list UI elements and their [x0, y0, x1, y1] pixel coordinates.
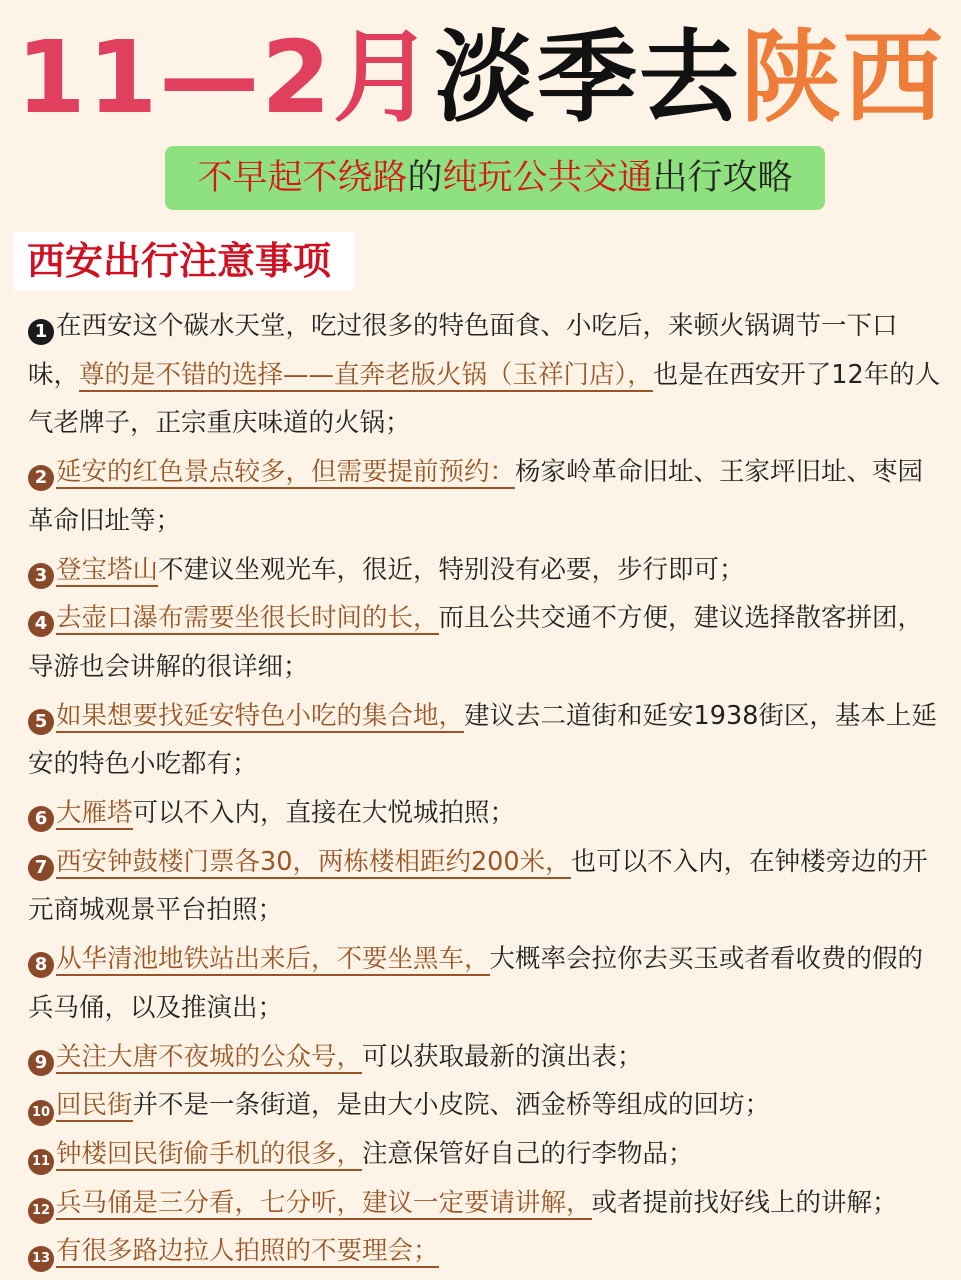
item-highlight: 登宝塔山 [56, 554, 159, 585]
item-number-badge: 5 [28, 709, 54, 735]
list-item [28, 1179, 943, 1228]
item-highlight: 西安钟鼓楼门票各30，两栋楼相距约200米， [56, 846, 571, 877]
item-text: 大概率会拉你去买玉或者看收费的假的兵马俑，以及推演出； [28, 944, 924, 1023]
list-item [28, 1227, 943, 1276]
item-highlight: 尊的是不错的选择——直奔老版火锅（玉祥门店）， [79, 359, 653, 390]
item-number-badge: 6 [28, 806, 54, 832]
item-text: 建议去二道街和延安1938街区，基本上延安的特色小吃都有； [28, 700, 937, 780]
list-item [28, 1033, 943, 1082]
item-text: 也是在西安开了12年的人气老牌子，正宗重庆味道的火锅； [28, 359, 941, 439]
item-number-badge: 11 [28, 1149, 54, 1175]
item-number-badge: 1 [28, 319, 54, 345]
item-text: 或者提前找好线上的讲解； [591, 1187, 898, 1218]
item-highlight: 有很多路边拉人拍照的不要理会； [56, 1236, 439, 1267]
item-highlight: 关注大唐不夜城的公众号， [56, 1041, 363, 1072]
item-number-badge: 7 [28, 855, 54, 881]
subtitle-part-4: 出行攻略 [652, 158, 793, 198]
title-part-place: 陕西 [740, 19, 945, 136]
item-text: 并不是一条街道，是由大小皮院、洒金桥等组成的回坊； [132, 1090, 771, 1121]
list-item [28, 302, 943, 448]
list-item [28, 838, 943, 935]
item-highlight: 从华清池地铁站出来后，不要坐黑车， [56, 944, 490, 975]
item-text: 在西安这个碳水天堂，吃过很多的特色面食、小吃后，来顿火锅调节一下口味， [28, 311, 898, 390]
item-highlight: 大雁塔 [56, 798, 133, 829]
title-part-dates: 11—2月 [16, 19, 435, 136]
list-item [28, 448, 943, 545]
item-number-badge: 10 [28, 1100, 54, 1126]
item-number-badge: 8 [28, 952, 54, 978]
item-text: 也可以不入内，在钟楼旁边的开元商城观景平台拍照； [28, 846, 928, 926]
subtitle-part-3: 纯玩公共交通 [442, 158, 653, 198]
item-number-badge: 2 [28, 465, 54, 491]
item-highlight: 延安的红色景点较多，但需要提前预约： [56, 457, 516, 488]
item-number-badge: 9 [28, 1050, 54, 1076]
item-text: 而且公共交通不方便，建议选择散客拼团，导游也会讲解的很详细； [28, 603, 924, 682]
section-heading: 西安出行注意事项 [13, 232, 355, 290]
item-number-badge: 13 [28, 1246, 54, 1272]
list-item [28, 546, 943, 595]
item-text: 可以获取最新的演出表； [362, 1041, 643, 1072]
item-highlight: 如果想要找延安特色小吃的集合地， [56, 700, 465, 731]
list-item [28, 1130, 943, 1179]
item-number-badge: 12 [28, 1198, 54, 1224]
item-text: 杨家岭革命旧址、王家坪旧址、枣园革命旧址等； [28, 457, 924, 536]
item-number-badge: 3 [28, 563, 54, 589]
list-item [28, 1081, 943, 1130]
title-part-middle: 淡季去 [434, 19, 741, 136]
item-text: 注意保管好自己的行李物品； [362, 1138, 694, 1169]
item-number-badge: 4 [28, 611, 54, 637]
subtitle-banner [165, 146, 825, 210]
page-title [0, 18, 961, 138]
item-highlight: 回民街 [56, 1090, 133, 1121]
list-item [28, 789, 943, 838]
item-highlight: 兵马俑是三分看，七分听，建议一定要请讲解， [56, 1187, 592, 1218]
tips-list [28, 302, 943, 1276]
list-item [28, 692, 943, 789]
item-highlight: 去壶口瀑布需要坐很长时间的长， [56, 603, 439, 634]
subtitle-part-2: 的 [407, 158, 443, 198]
list-item [28, 594, 943, 691]
item-text: 不建议坐观光车，很近，特别没有必要，步行即可； [158, 554, 745, 585]
item-highlight: 钟楼回民街偷手机的很多， [56, 1138, 363, 1169]
subtitle-part-1: 不早起不绕路 [197, 158, 408, 198]
list-item [28, 935, 943, 1032]
item-text: 可以不入内，直接在大悦城拍照； [132, 798, 516, 829]
